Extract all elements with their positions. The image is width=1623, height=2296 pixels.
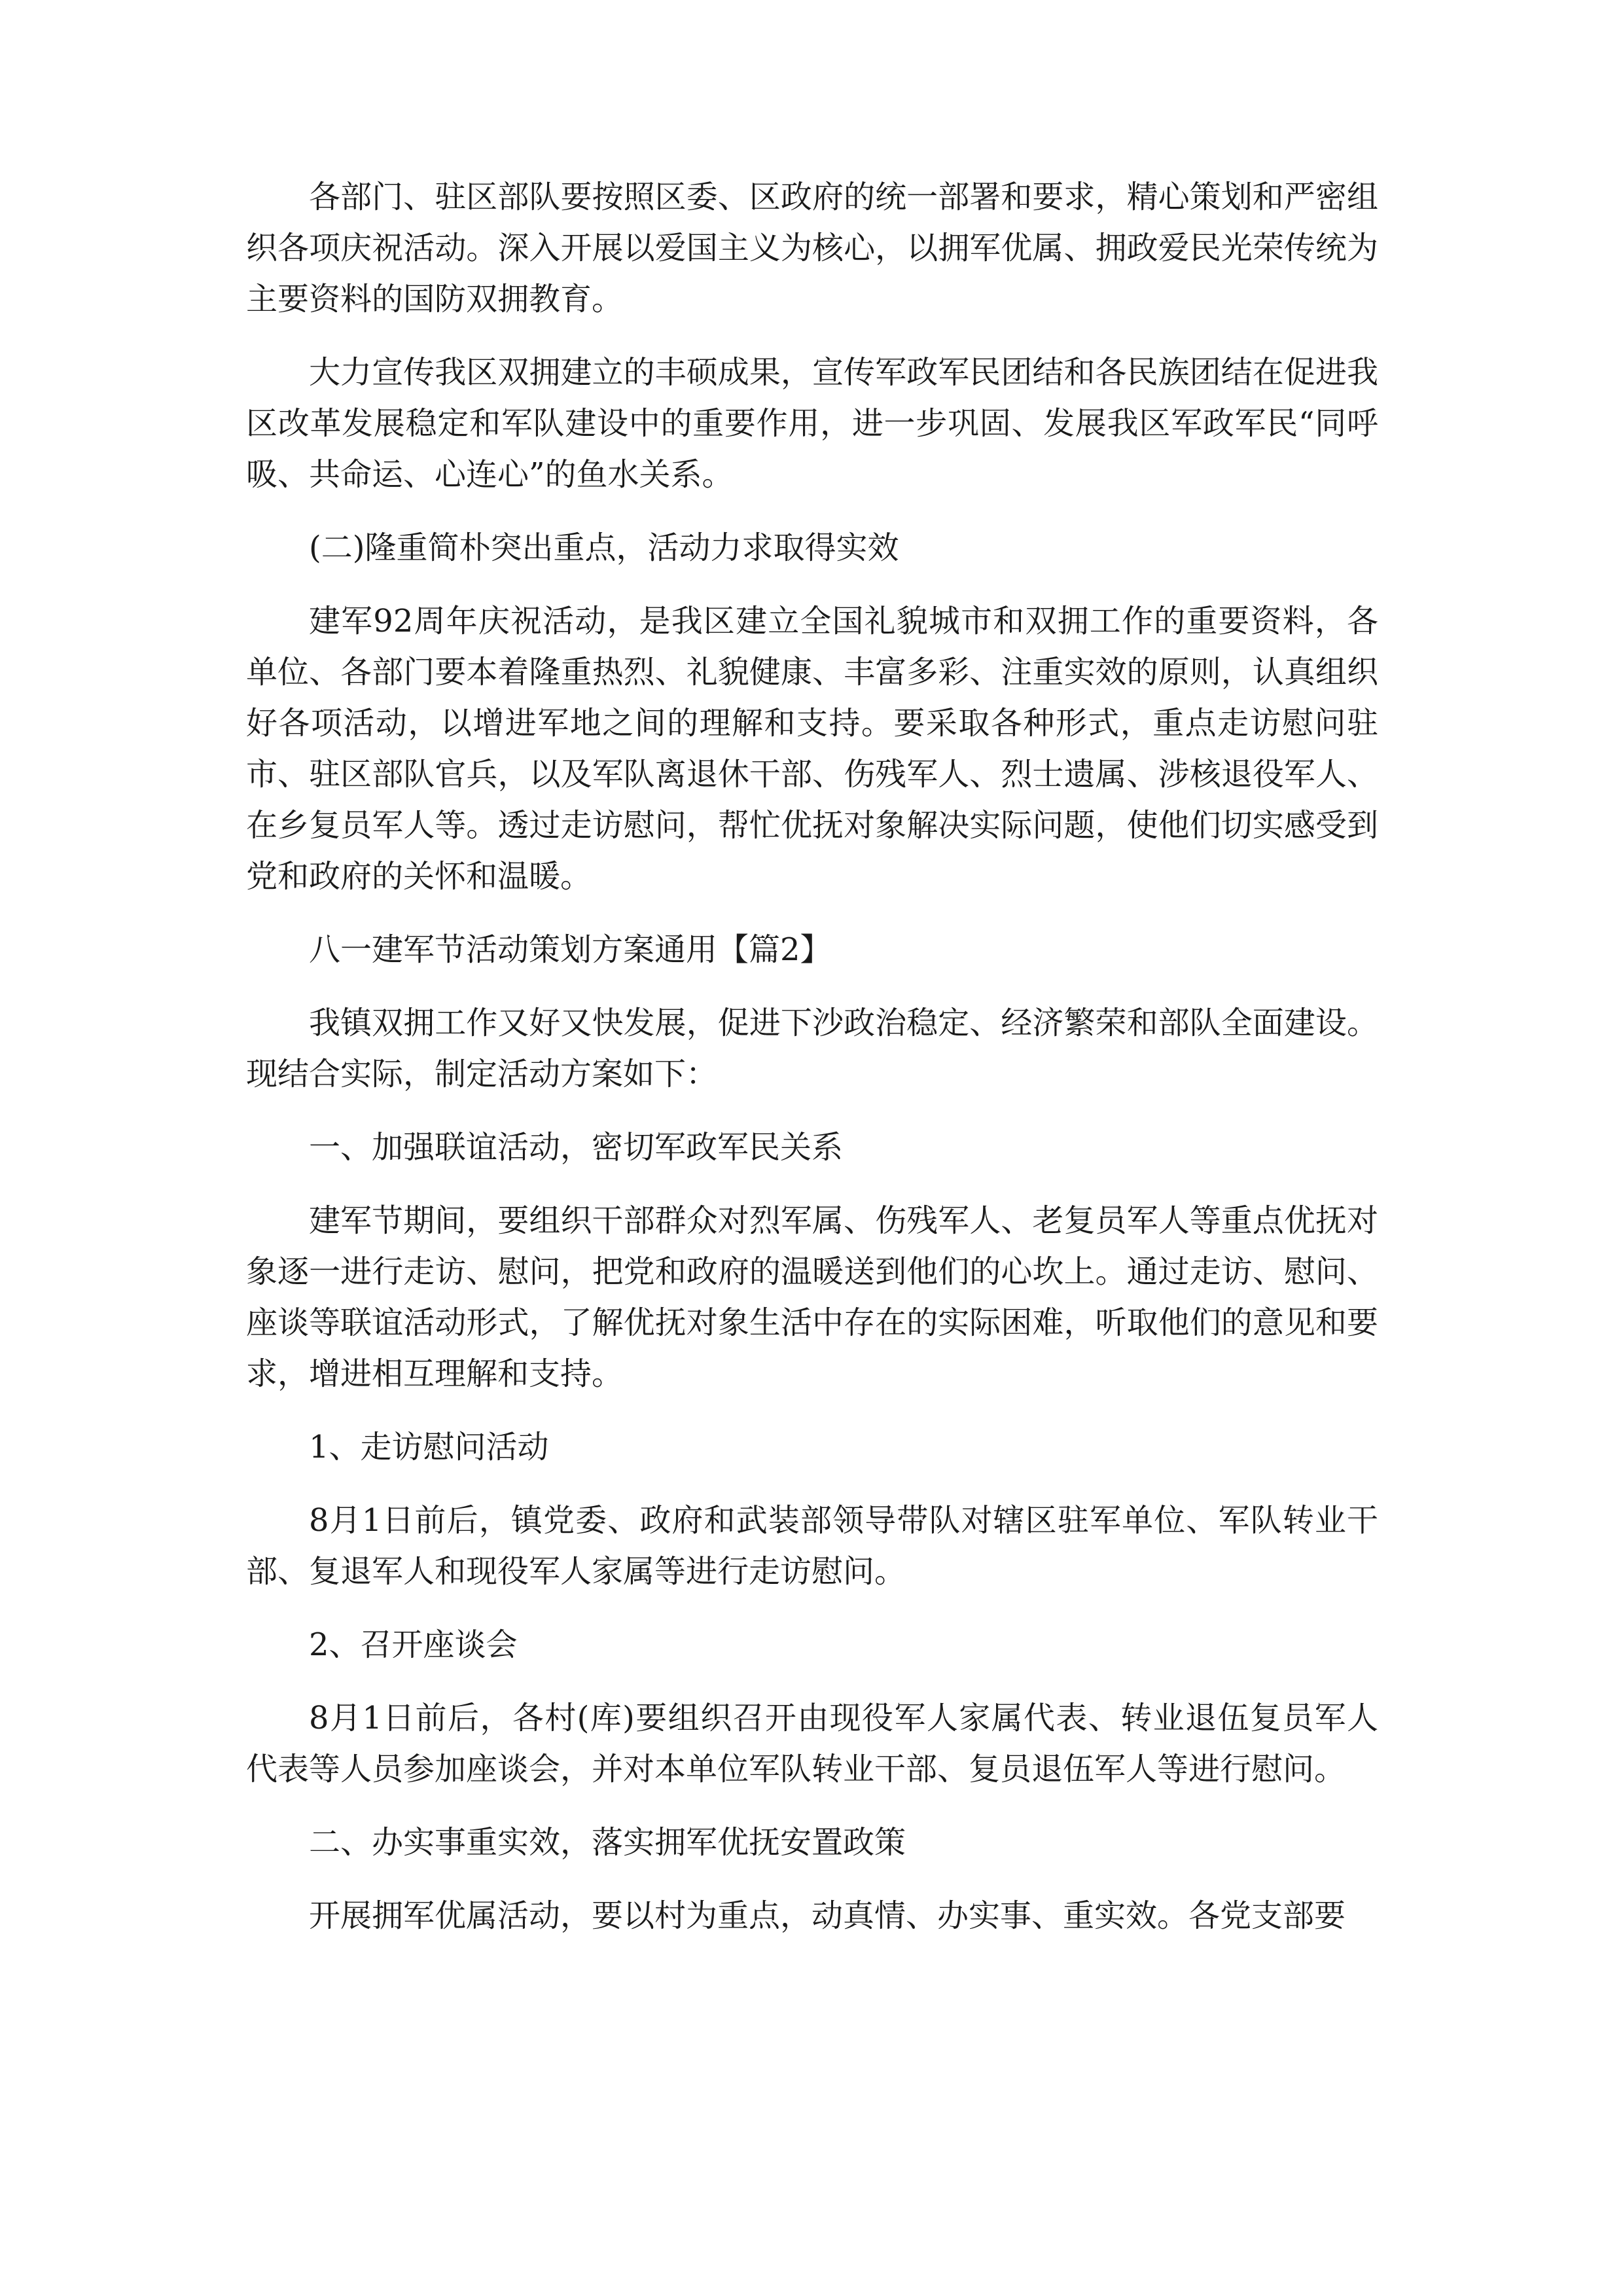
subheading-visit-activities: 1、走访慰问活动 <box>309 1429 549 1465</box>
paragraph-symposium-details: 8月1日前后，各村(库)要组织召开由现役军人家属代表、转业退伍复员军人代表等人员参加座谈会，并对本单位军队转业干部、复员退伍军人等进行慰问。 <box>246 1700 1378 1787</box>
paragraph-intro: 我镇双拥工作又好又快发展，促进下沙政治稳定、经济繁荣和部队全面建设。现结合实际，制定活动方案如下： <box>246 1005 1378 1092</box>
section-heading-2: (二)隆重简朴突出重点，活动力求取得实效 <box>309 529 899 566</box>
paragraph-practical-work: 开展拥军优属活动，要以村为重点，动真情、办实事、重实效。各党支部要 <box>309 1897 1346 1934</box>
paragraph-anniversary-activities: 建军92周年庆祝活动，是我区建立全国礼貌城市和双拥工作的重要资料，各单位、各部门要本着隆重热烈、礼貌健康、丰富多彩、注重实效的原则，认真组织好各项活动，以增进军地之间的理解和支持。要采取各种形式，重点走访慰问驻市、驻区部队官兵，以及军队离退休干部、伤残军人、烈士遗属、涉核退役军人、在乡复员军人等。透过走访慰问，帮忙优抚对象解决实际问题，使他们切实感受到党和政府的关怀和温暖。 <box>246 603 1378 895</box>
document-body <box>246 171 1378 1964</box>
section-heading-two: 二、办实事重实效，落实拥军优抚安置政策 <box>309 1824 906 1861</box>
article-title-part-2: 八一建军节活动策划方案通用【篇2】 <box>309 931 832 968</box>
section-heading-one: 一、加强联谊活动，密切军政军民关系 <box>309 1129 844 1166</box>
paragraph-visit-details: 8月1日前后，镇党委、政府和武装部领导带队对辖区驻军单位、军队转业干部、复退军人和现役军人家属等进行走访慰问。 <box>246 1502 1378 1590</box>
paragraph-visits: 建军节期间，要组织干部群众对烈军属、伤残军人、老复员军人等重点优抚对象逐一进行走访、慰问，把党和政府的温暖送到他们的心坎上。通过走访、慰问、座谈等联谊活动形式，了解优抚对象生活中存在的实际困难，听取他们的意见和要求，增进相互理解和支持。 <box>246 1202 1378 1392</box>
subheading-symposium: 2、召开座谈会 <box>309 1626 518 1663</box>
paragraph-celebration-organization: 各部门、驻区部队要按照区委、区政府的统一部署和要求，精心策划和严密组织各项庆祝活动。深入开展以爱国主义为核心，以拥军优属、拥政爱民光荣传统为主要资料的国防双拥教育。 <box>246 179 1378 317</box>
paragraph-publicity: 大力宣传我区双拥建立的丰硕成果，宣传军政军民团结和各民族团结在促进我区改革发展稳定和军队建设中的重要作用，进一步巩固、发展我区军政军民“同呼吸、共命运、心连心”的鱼水关系。 <box>246 354 1378 493</box>
